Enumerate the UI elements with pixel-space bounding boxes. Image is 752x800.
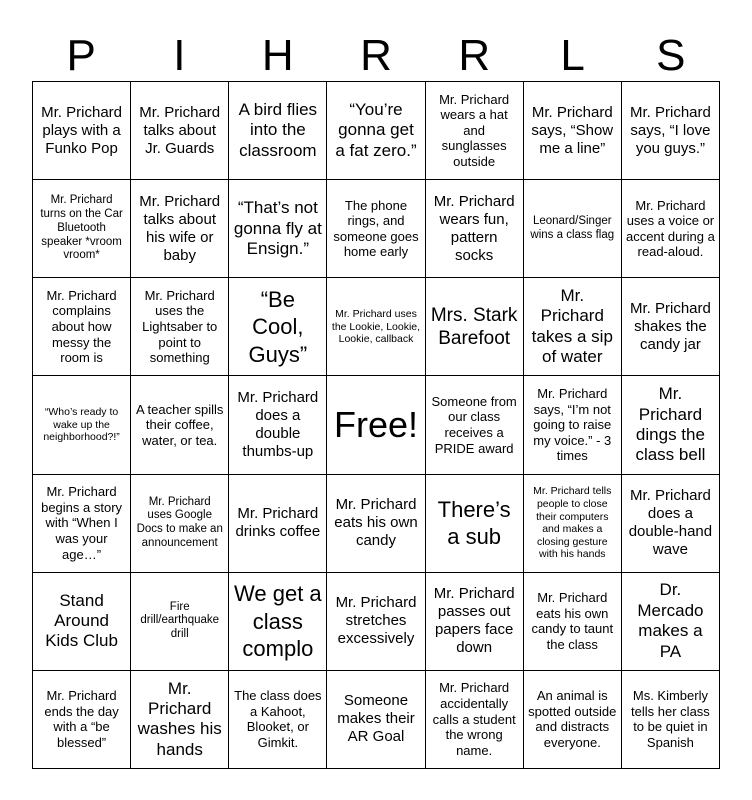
header-letter: R bbox=[458, 31, 491, 80]
bingo-cell[interactable]: Mr. Prichard passes out papers face down bbox=[426, 573, 524, 671]
bingo-cell[interactable]: Mr. Prichard wears a hat and sunglasses outside bbox=[426, 82, 524, 180]
bingo-cell[interactable]: Mr. Prichard uses Google Docs to make an announcement bbox=[131, 475, 229, 573]
bingo-cell[interactable]: Mr. Prichard eats his own candy to taunt the class bbox=[524, 573, 622, 671]
bingo-cell[interactable]: The phone rings, and someone goes home early bbox=[327, 180, 425, 278]
bingo-cell[interactable]: “You’re gonna get a fat zero.” bbox=[327, 82, 425, 180]
bingo-cell[interactable]: The class does a Kahoot, Blooket, or Gimkit. bbox=[229, 671, 327, 769]
bingo-cell[interactable]: Mrs. Stark Barefoot bbox=[426, 278, 524, 376]
bingo-cell[interactable]: Someone from our class receives a PRIDE award bbox=[426, 376, 524, 474]
bingo-cell[interactable]: Someone makes their AR Goal bbox=[327, 671, 425, 769]
header-letter: S bbox=[656, 31, 686, 80]
bingo-cell[interactable]: Leonard/Singer wins a class flag bbox=[524, 180, 622, 278]
header-letter: I bbox=[173, 31, 186, 80]
bingo-cell[interactable]: Mr. Prichard complains about how messy the room is bbox=[33, 278, 131, 376]
bingo-cell[interactable]: Mr. Prichard talks about Jr. Guards bbox=[131, 82, 229, 180]
bingo-cell[interactable]: A bird flies into the classroom bbox=[229, 82, 327, 180]
bingo-board bbox=[32, 81, 720, 769]
bingo-cell[interactable]: “That’s not gonna fly at Ensign.” bbox=[229, 180, 327, 278]
bingo-cell[interactable]: Mr. Prichard shakes the candy jar bbox=[622, 278, 720, 376]
header-letter: P bbox=[66, 31, 96, 80]
bingo-cell[interactable]: Mr. Prichard tells people to close their computers and makes a closing gesture with his hands bbox=[524, 475, 622, 573]
bingo-cell[interactable]: We get a class complo bbox=[229, 573, 327, 671]
bingo-cell[interactable]: Mr. Prichard begins a story with “When I was your age…” bbox=[33, 475, 131, 573]
header-letter: H bbox=[261, 31, 294, 80]
free-space[interactable]: Free! bbox=[327, 376, 425, 474]
bingo-cell[interactable]: Mr. Prichard says, “Show me a line” bbox=[524, 82, 622, 180]
header-letter: L bbox=[560, 31, 585, 80]
bingo-cell[interactable]: Mr. Prichard uses the Lookie, Lookie, Lookie, callback bbox=[327, 278, 425, 376]
bingo-cell[interactable]: “Be Cool, Guys” bbox=[229, 278, 327, 376]
bingo-cell[interactable]: “Who’s ready to wake up the neighborhood?!” bbox=[33, 376, 131, 474]
header-letter: R bbox=[360, 31, 392, 80]
bingo-cell[interactable]: Fire drill/earthquake drill bbox=[131, 573, 229, 671]
bingo-cell[interactable]: Mr. Prichard says, “I love you guys.” bbox=[622, 82, 720, 180]
bingo-cell[interactable]: Mr. Prichard washes his hands bbox=[131, 671, 229, 769]
bingo-cell[interactable]: Mr. Prichard uses the Lightsaber to point to something bbox=[131, 278, 229, 376]
bingo-cell[interactable]: Mr. Prichard takes a sip of water bbox=[524, 278, 622, 376]
bingo-cell[interactable]: Ms. Kimberly tells her class to be quiet in Spanish bbox=[622, 671, 720, 769]
bingo-cell[interactable]: Mr. Prichard does a double thumbs-up bbox=[229, 376, 327, 474]
bingo-cell[interactable]: Mr. Prichard plays with a Funko Pop bbox=[33, 82, 131, 180]
bingo-cell[interactable]: Mr. Prichard drinks coffee bbox=[229, 475, 327, 573]
bingo-cell[interactable]: Mr. Prichard uses a voice or accent during a read-aloud. bbox=[622, 180, 720, 278]
bingo-cell[interactable]: Mr. Prichard turns on the Car Bluetooth speaker *vroom vroom* bbox=[33, 180, 131, 278]
bingo-cell[interactable]: Mr. Prichard wears fun, pattern socks bbox=[426, 180, 524, 278]
bingo-cell[interactable]: Mr. Prichard dings the class bell bbox=[622, 376, 720, 474]
bingo-cell[interactable]: Stand Around Kids Club bbox=[33, 573, 131, 671]
bingo-header bbox=[32, 30, 720, 82]
bingo-cell[interactable]: Mr. Prichard accidentally calls a student the wrong name. bbox=[426, 671, 524, 769]
bingo-cell[interactable]: Mr. Prichard talks about his wife or baby bbox=[131, 180, 229, 278]
bingo-cell[interactable]: Mr. Prichard ends the day with a “be blessed” bbox=[33, 671, 131, 769]
bingo-cell[interactable]: There’s a sub bbox=[426, 475, 524, 573]
bingo-cell[interactable]: A teacher spills their coffee, water, or tea. bbox=[131, 376, 229, 474]
bingo-cell[interactable]: Mr. Prichard stretches excessively bbox=[327, 573, 425, 671]
bingo-cell[interactable]: Mr. Prichard says, “I’m not going to raise my voice.” - 3 times bbox=[524, 376, 622, 474]
bingo-cell[interactable]: Dr. Mercado makes a PA bbox=[622, 573, 720, 671]
bingo-cell[interactable]: An animal is spotted outside and distracts everyone. bbox=[524, 671, 622, 769]
bingo-cell[interactable]: Mr. Prichard eats his own candy bbox=[327, 475, 425, 573]
bingo-cell[interactable]: Mr. Prichard does a double-hand wave bbox=[622, 475, 720, 573]
